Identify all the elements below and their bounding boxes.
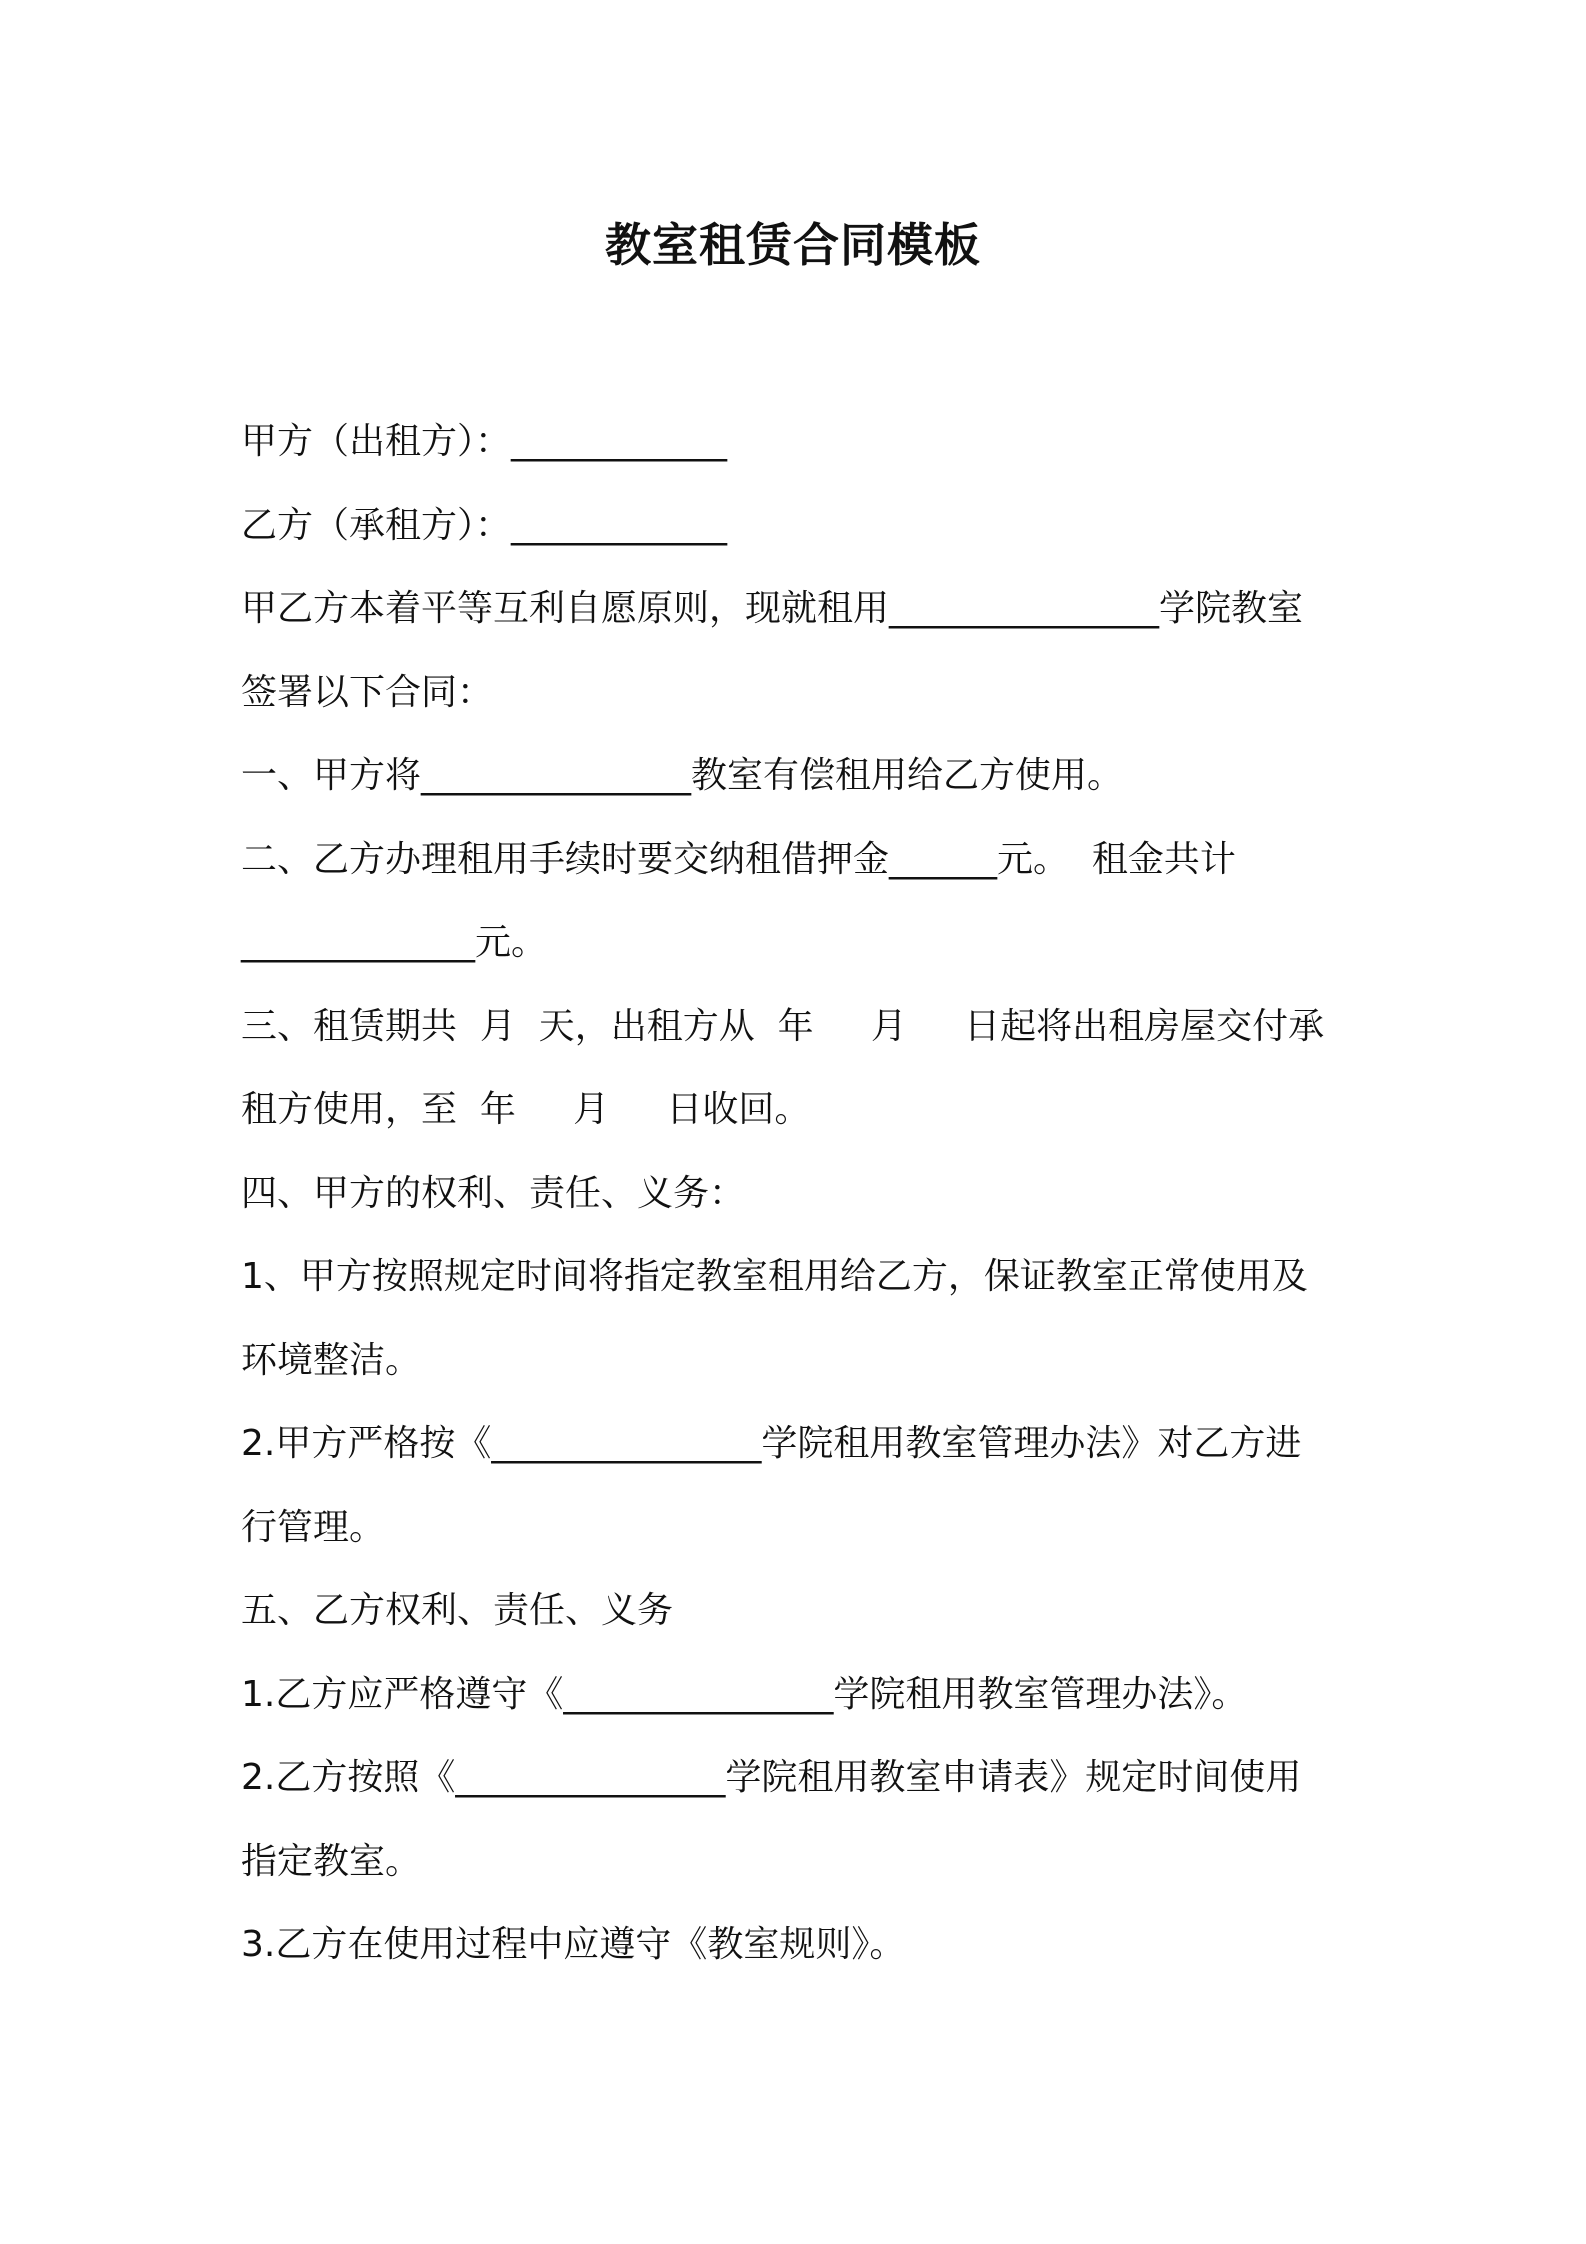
preamble-line-1: 甲乙方本着平等互利自愿原则，现就租用_______________学院教室 — [241, 588, 1304, 629]
clause-5-item-1: 1.乙方应严格遵守《_______________学院租用教室管理办法》。 — [241, 1673, 1248, 1715]
clause-3-line-1: 三、租赁期共 月 天，出租方从 年 月 日起将出租房屋交付承 — [241, 1005, 1325, 1047]
party-b-line: 乙方（承租方）：____________ — [241, 504, 728, 546]
clause-5-item-2-line-1: 2.乙方按照《_______________学院租用教室申请表》规定时间使用 — [241, 1757, 1302, 1798]
contract-body — [241, 400, 1371, 1987]
clause-5-item-3: 3.乙方在使用过程中应遵守《教室规则》。 — [241, 1924, 906, 1965]
clause-1: 一、甲方将_______________教室有偿租用给乙方使用。 — [241, 755, 1124, 796]
clause-5-item-2-line-2: 指定教室。 — [241, 1840, 422, 1882]
preamble-line-2: 签署以下合同： — [241, 671, 494, 713]
clause-4-item-2-line-1: 2.甲方严格按《_______________学院租用教室管理办法》对乙方进 — [241, 1423, 1302, 1464]
clause-4-item-1-line-2: 环境整洁。 — [241, 1339, 422, 1381]
clause-2-line-1: 二、乙方办理租用手续时要交纳租借押金______元。 租金共计 — [241, 838, 1236, 880]
document-title: 教室租赁合同模板 — [605, 218, 981, 272]
clause-2-line-2: _____________元。 — [241, 922, 548, 963]
clause-5-heading: 五、乙方权利、责任、义务 — [241, 1590, 674, 1631]
clause-4-item-2-line-2: 行管理。 — [241, 1506, 386, 1548]
clause-3-line-2: 租方使用，至 年 月 日收回。 — [241, 1089, 811, 1130]
clause-4-heading: 四、甲方的权利、责任、义务： — [241, 1172, 746, 1214]
clause-4-item-1-line-1: 1、甲方按照规定时间将指定教室租用给乙方，保证教室正常使用及 — [241, 1256, 1308, 1297]
party-a-line: 甲方（出租方）：____________ — [241, 421, 728, 462]
